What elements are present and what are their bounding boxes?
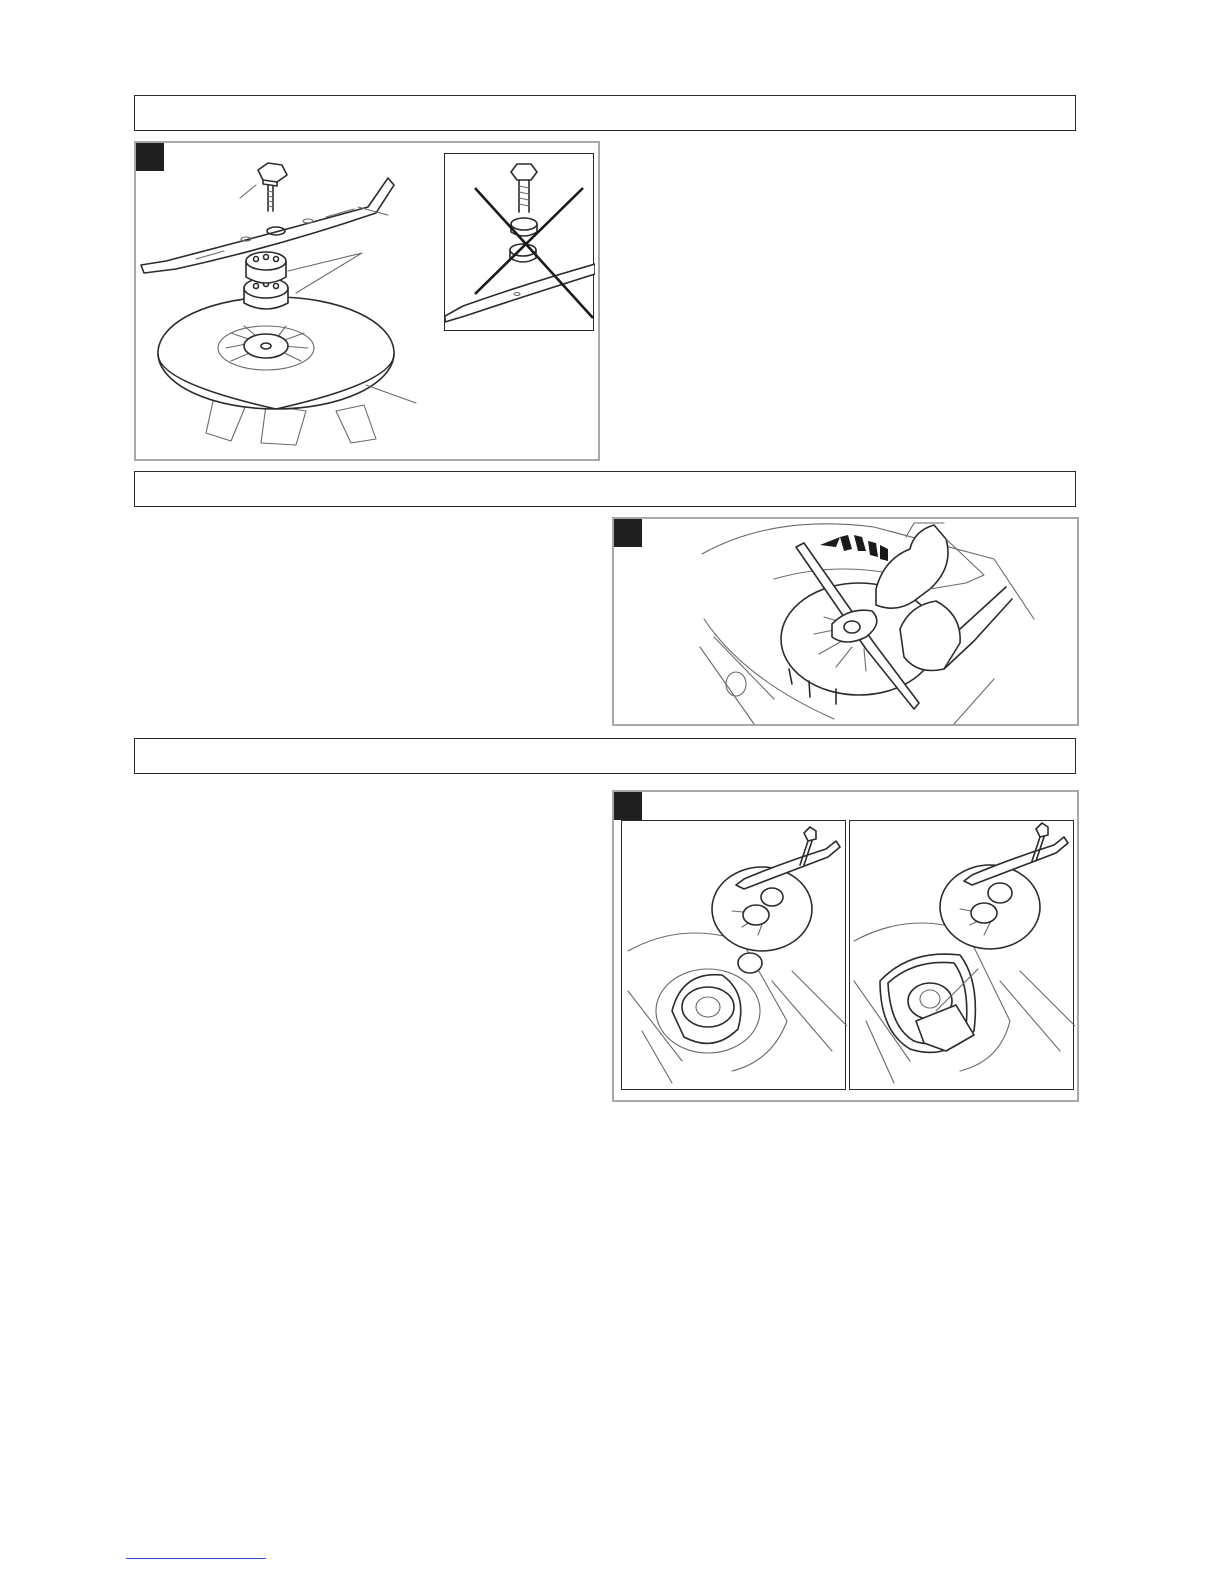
blade-fan-disc — [158, 297, 394, 445]
section-2-heading-bar — [134, 471, 1076, 507]
mower-deck-outline — [628, 933, 847, 1083]
blade-spacers — [244, 252, 288, 309]
figure-2-frame — [612, 517, 1079, 726]
motor-housing-illustration — [850, 821, 1075, 1091]
direction-arrow — [820, 535, 888, 561]
figure-1-inset-incorrect — [444, 153, 594, 331]
callout-spacers — [288, 253, 362, 293]
figure-3-panel-right — [849, 820, 1074, 1090]
section-1-heading-bar — [134, 95, 1076, 131]
figure-3-marker — [614, 792, 642, 820]
callout-disc — [366, 385, 416, 403]
hex-bolt — [258, 163, 287, 211]
incorrect-assembly-illustration — [445, 154, 595, 332]
figure-3-panel-left — [621, 820, 846, 1090]
footer-link-underline[interactable] — [126, 1558, 266, 1559]
mower-deck-outline — [854, 923, 1075, 1083]
spacer-assembly-illustration — [622, 821, 847, 1091]
figure-1-frame — [134, 141, 600, 461]
callout-bolt — [240, 185, 256, 198]
figure-2-illustration — [614, 519, 1081, 728]
figure-3-frame — [612, 790, 1079, 1102]
section-3-heading-bar — [134, 738, 1076, 774]
